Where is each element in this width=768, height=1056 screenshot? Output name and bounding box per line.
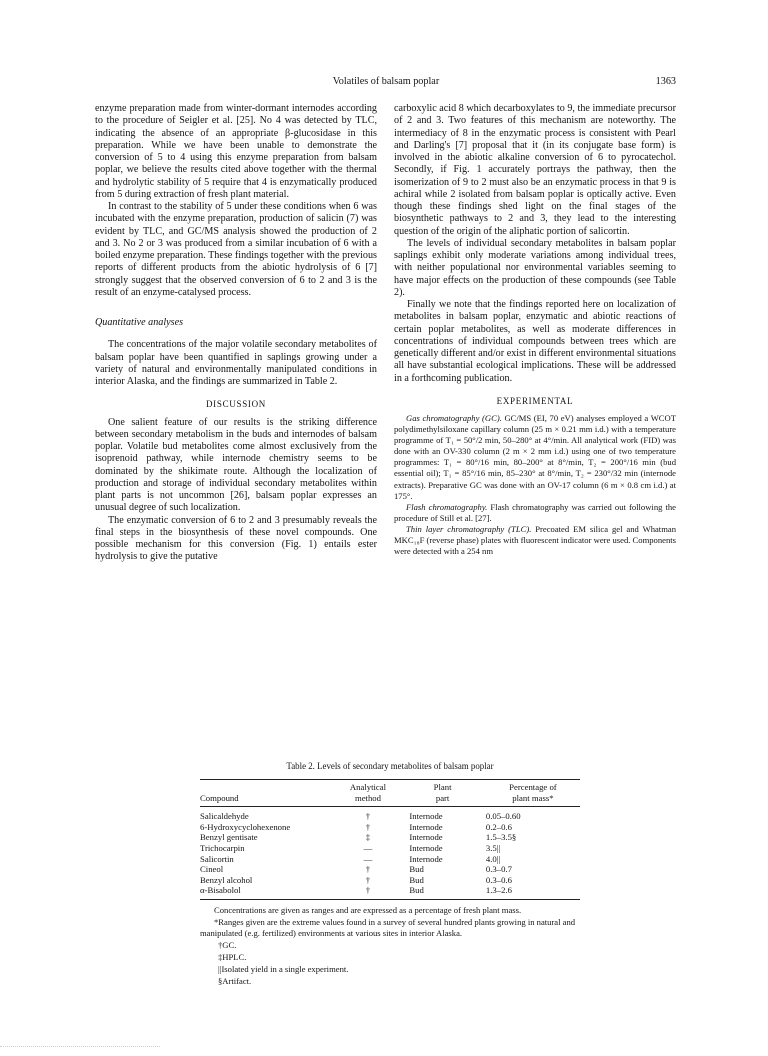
cell-compound: Salicortin <box>200 853 234 864</box>
cell-percentage: 3.5|| <box>485 842 501 853</box>
experimental-paragraph <box>394 524 676 557</box>
cell-percentage: 0.05–0.60 <box>485 811 521 822</box>
section-heading-experimental: EXPERIMENTAL <box>496 395 574 406</box>
cell-compound: Salicaldehyde <box>200 811 249 822</box>
body-paragraph: The levels of individual secondary metabolites in balsam poplar saplings exhibit only moderate variations among individual trees, with neither populational nor environmental variables seeming to have major effects on the production of these compounds (see Table 2). <box>394 237 676 298</box>
cell-method: — <box>363 842 373 853</box>
cell-part: Internode <box>409 853 443 864</box>
experimental-section <box>394 413 676 557</box>
cell-compound: Benzyl alcohol <box>200 874 253 885</box>
header-part: Plant part <box>401 780 476 807</box>
cell-part: Internode <box>409 821 443 832</box>
left-column <box>95 103 377 564</box>
page-number: 1363 <box>655 76 676 87</box>
cell-compound: Benzyl gentisate <box>200 832 258 843</box>
paragraph-lead: Gas chromatography (GC). <box>406 413 502 423</box>
cell-part: Internode <box>409 832 443 843</box>
paragraph-text: Flash chromatography was carried out following the procedure of Still et al. [27]. <box>394 501 676 523</box>
cell-method: — <box>363 853 373 864</box>
cell-compound: Trichocarpin <box>200 842 245 853</box>
running-title: Volatiles of balsam poplar <box>332 76 440 87</box>
experimental-paragraph <box>394 413 676 502</box>
table-row <box>200 885 580 899</box>
table-title: Table 2. Levels of secondary metabolites of balsam poplar <box>286 761 494 771</box>
cell-percentage: 1.5–3.5§ <box>485 832 517 843</box>
section-heading-quantitative: Quantitative analyses <box>95 317 184 328</box>
paragraph-text: GC/MS (EI, 70 eV) analyses employed a WCOT polydimethylsiloxane capillary column (25 m × 0.21 mm i.d.) with a temperature programme of T₁ = 50°/2 min, 50–280° at 4°/min. All analytical work (FID) was done with an OV-330 column (2 m × 2 mm i.d.) using one of two temperature programmes: T₁ = 80°/16 min, 80–200° at 8°/min, T₂ = 200°/16 min (bud essential oil); T₁ = 85°/16 min, 85–230° at 8°/min, T₂ = 230°/32 min (internode extracts). Preparative GC was done with an OV-17 column (6 m × 0.8 cm i.d.) at 175°. <box>394 413 676 501</box>
table-note: §Artifact. <box>218 976 252 986</box>
table-note: *Ranges given are the extreme values found in a survey of several hundred plants growing in natural and manipulated (e.g. fertilized) environments at various sites in interior Alaska. <box>200 917 576 938</box>
cell-part: Internode <box>409 811 443 822</box>
body-paragraph: Finally we note that the findings reported here on localization of metabolites in balsam poplar, enzymatic and abiotic reactions of certain poplar metabolites, as well as moderate differences in concentrations of individual compounds between trees which are genetically different and/or exist in different environmental situations all have substantial ecological implications. These will be addressed in a forthcoming publication. <box>394 299 676 384</box>
table-row <box>200 807 580 822</box>
cell-method: † <box>365 864 371 875</box>
table-row <box>200 875 580 886</box>
cell-method: † <box>365 874 371 885</box>
table-notes <box>200 905 580 988</box>
paragraph-lead: Thin layer chromatography (TLC). <box>406 523 532 534</box>
table-row <box>200 864 580 875</box>
table-note: †GC. <box>218 940 237 950</box>
table-header-row <box>200 780 580 807</box>
metabolites-table <box>200 779 580 900</box>
cell-method: † <box>335 885 402 899</box>
cell-part: Bud <box>401 885 476 899</box>
table-row <box>200 854 580 865</box>
table-row <box>200 832 580 843</box>
body-paragraph: enzyme preparation made from winter-dormant internodes according to the procedure of Seigler et al. [25]. No 4 was detected by TLC, indicating the absence of an appropriate β-glucosidase in this preparation. While we have been unable to demonstrate the conversion of 5 to 4 using this enzyme preparation from balsam poplar, we believe the results cited above together with the thermal and hydrolytic stability of 5 require that 4 is enzymatically produced from 5 during extraction of fresh plant material. <box>95 103 377 200</box>
cell-compound: 6-Hydroxycyclohexenone <box>200 821 291 832</box>
cell-percentage: 4.0|| <box>485 853 501 864</box>
right-column <box>394 103 676 557</box>
cell-compound: α-Bisabolol <box>200 885 335 899</box>
header-percentage: Percentage of plant mass* <box>476 780 580 807</box>
body-paragraph: One salient feature of our results is the striking difference between secondary metabolism in the buds and internodes of balsam poplar. Volatile bud metabolites come almost exclusively from the isoprenoid pathway, while internode chemistry seems to be dominated by the shikimate route. Although the localization of production and storage of individual secondary metabolites within plant parts is not uncommon [26], balsam poplar expresses an unusual degree of such localization. <box>95 416 377 514</box>
cell-percentage: 0.3–0.7 <box>485 864 512 875</box>
body-paragraph: The enzymatic conversion of 6 to 2 and 3 presumably reveals the final steps in the biosynthesis of these novel compounds. One possible mechanism for this conversion (Fig. 1) entails ester hydrolysis to give the putative <box>95 514 377 563</box>
table-row <box>200 843 580 854</box>
cell-part: Internode <box>409 842 443 853</box>
table-note: Concentrations are given as ranges and are expressed as a percentage of fresh plant mass. <box>214 905 522 915</box>
cell-method: † <box>365 811 371 822</box>
cell-percentage: 0.2–0.6 <box>485 821 512 832</box>
body-paragraph: In contrast to the stability of 5 under these conditions when 6 was incubated with the enzyme preparation, production of salicin (7) was evident by TLC, and GC/MS analysis showed the production of 2 and 3. No 2 or 3 was produced from a similar incubation of 6 with a boiled enzyme preparation. These findings together with the previous reports of different products from the abiotic hydrolysis of 6 [7] strongly suggest that the observed conversion of 6 to 2 and 3 is the result of an enzyme-catalysed process. <box>95 201 377 298</box>
table-note: ‡HPLC. <box>218 952 247 962</box>
section-heading-discussion: DISCUSSION <box>205 399 266 410</box>
header-method: Analytical method <box>335 780 402 807</box>
experimental-paragraph <box>394 502 676 524</box>
cell-percentage: 0.3–0.6 <box>485 874 512 885</box>
cell-method: † <box>365 821 371 832</box>
paragraph-text: Precoated EM silica gel and Whatman MKC₁₈F (reverse phase) plates with fluorescent indicator were used. Components were detected with a 254 nm <box>394 523 676 557</box>
cell-compound: Cineol <box>200 864 224 875</box>
scan-artifact-line <box>0 1046 160 1048</box>
cell-part: Bud <box>409 874 424 885</box>
cell-part: Bud <box>409 864 424 875</box>
cell-percentage: 1.3–2.6 <box>476 885 580 899</box>
header-compound: Compound <box>200 780 335 807</box>
table-row <box>200 822 580 833</box>
table-note: ||Isolated yield in a single experiment. <box>218 964 349 974</box>
body-paragraph: carboxylic acid 8 which decarboxylates to 9, the immediate precursor of 2 and 3. Two features of this mechanism are noteworthy. The intermediacy of 8 in the enzymatic process is consistent with Pearl and Darling's [7] proposal that it (in its conjugate base form) is involved in the abiotic alkaline conversion of 6 to pyrocatechol. Secondly, if Fig. 1 accurately portrays the pathway, then the isomerization of 9 to 2 must also be an enzymatic process in that 9 is achiral while 2 isolated from balsam poplar is optically active. Even though these findings shed light on the final stages of the biosynthetic pathways to 2 and 3, they lead to the interesting question of the origin of the aliphatic portion of salicortin. <box>394 103 676 237</box>
body-paragraph: The concentrations of the major volatile secondary metabolites of balsam poplar have been quantified in saplings growing under a variety of natural and environmentally manipulated conditions in interior Alaska, and the findings are summarized in Table 2. <box>95 339 377 387</box>
running-header <box>96 76 676 90</box>
paragraph-lead: Flash chromatography. <box>406 501 488 512</box>
cell-method: ‡ <box>365 832 371 843</box>
